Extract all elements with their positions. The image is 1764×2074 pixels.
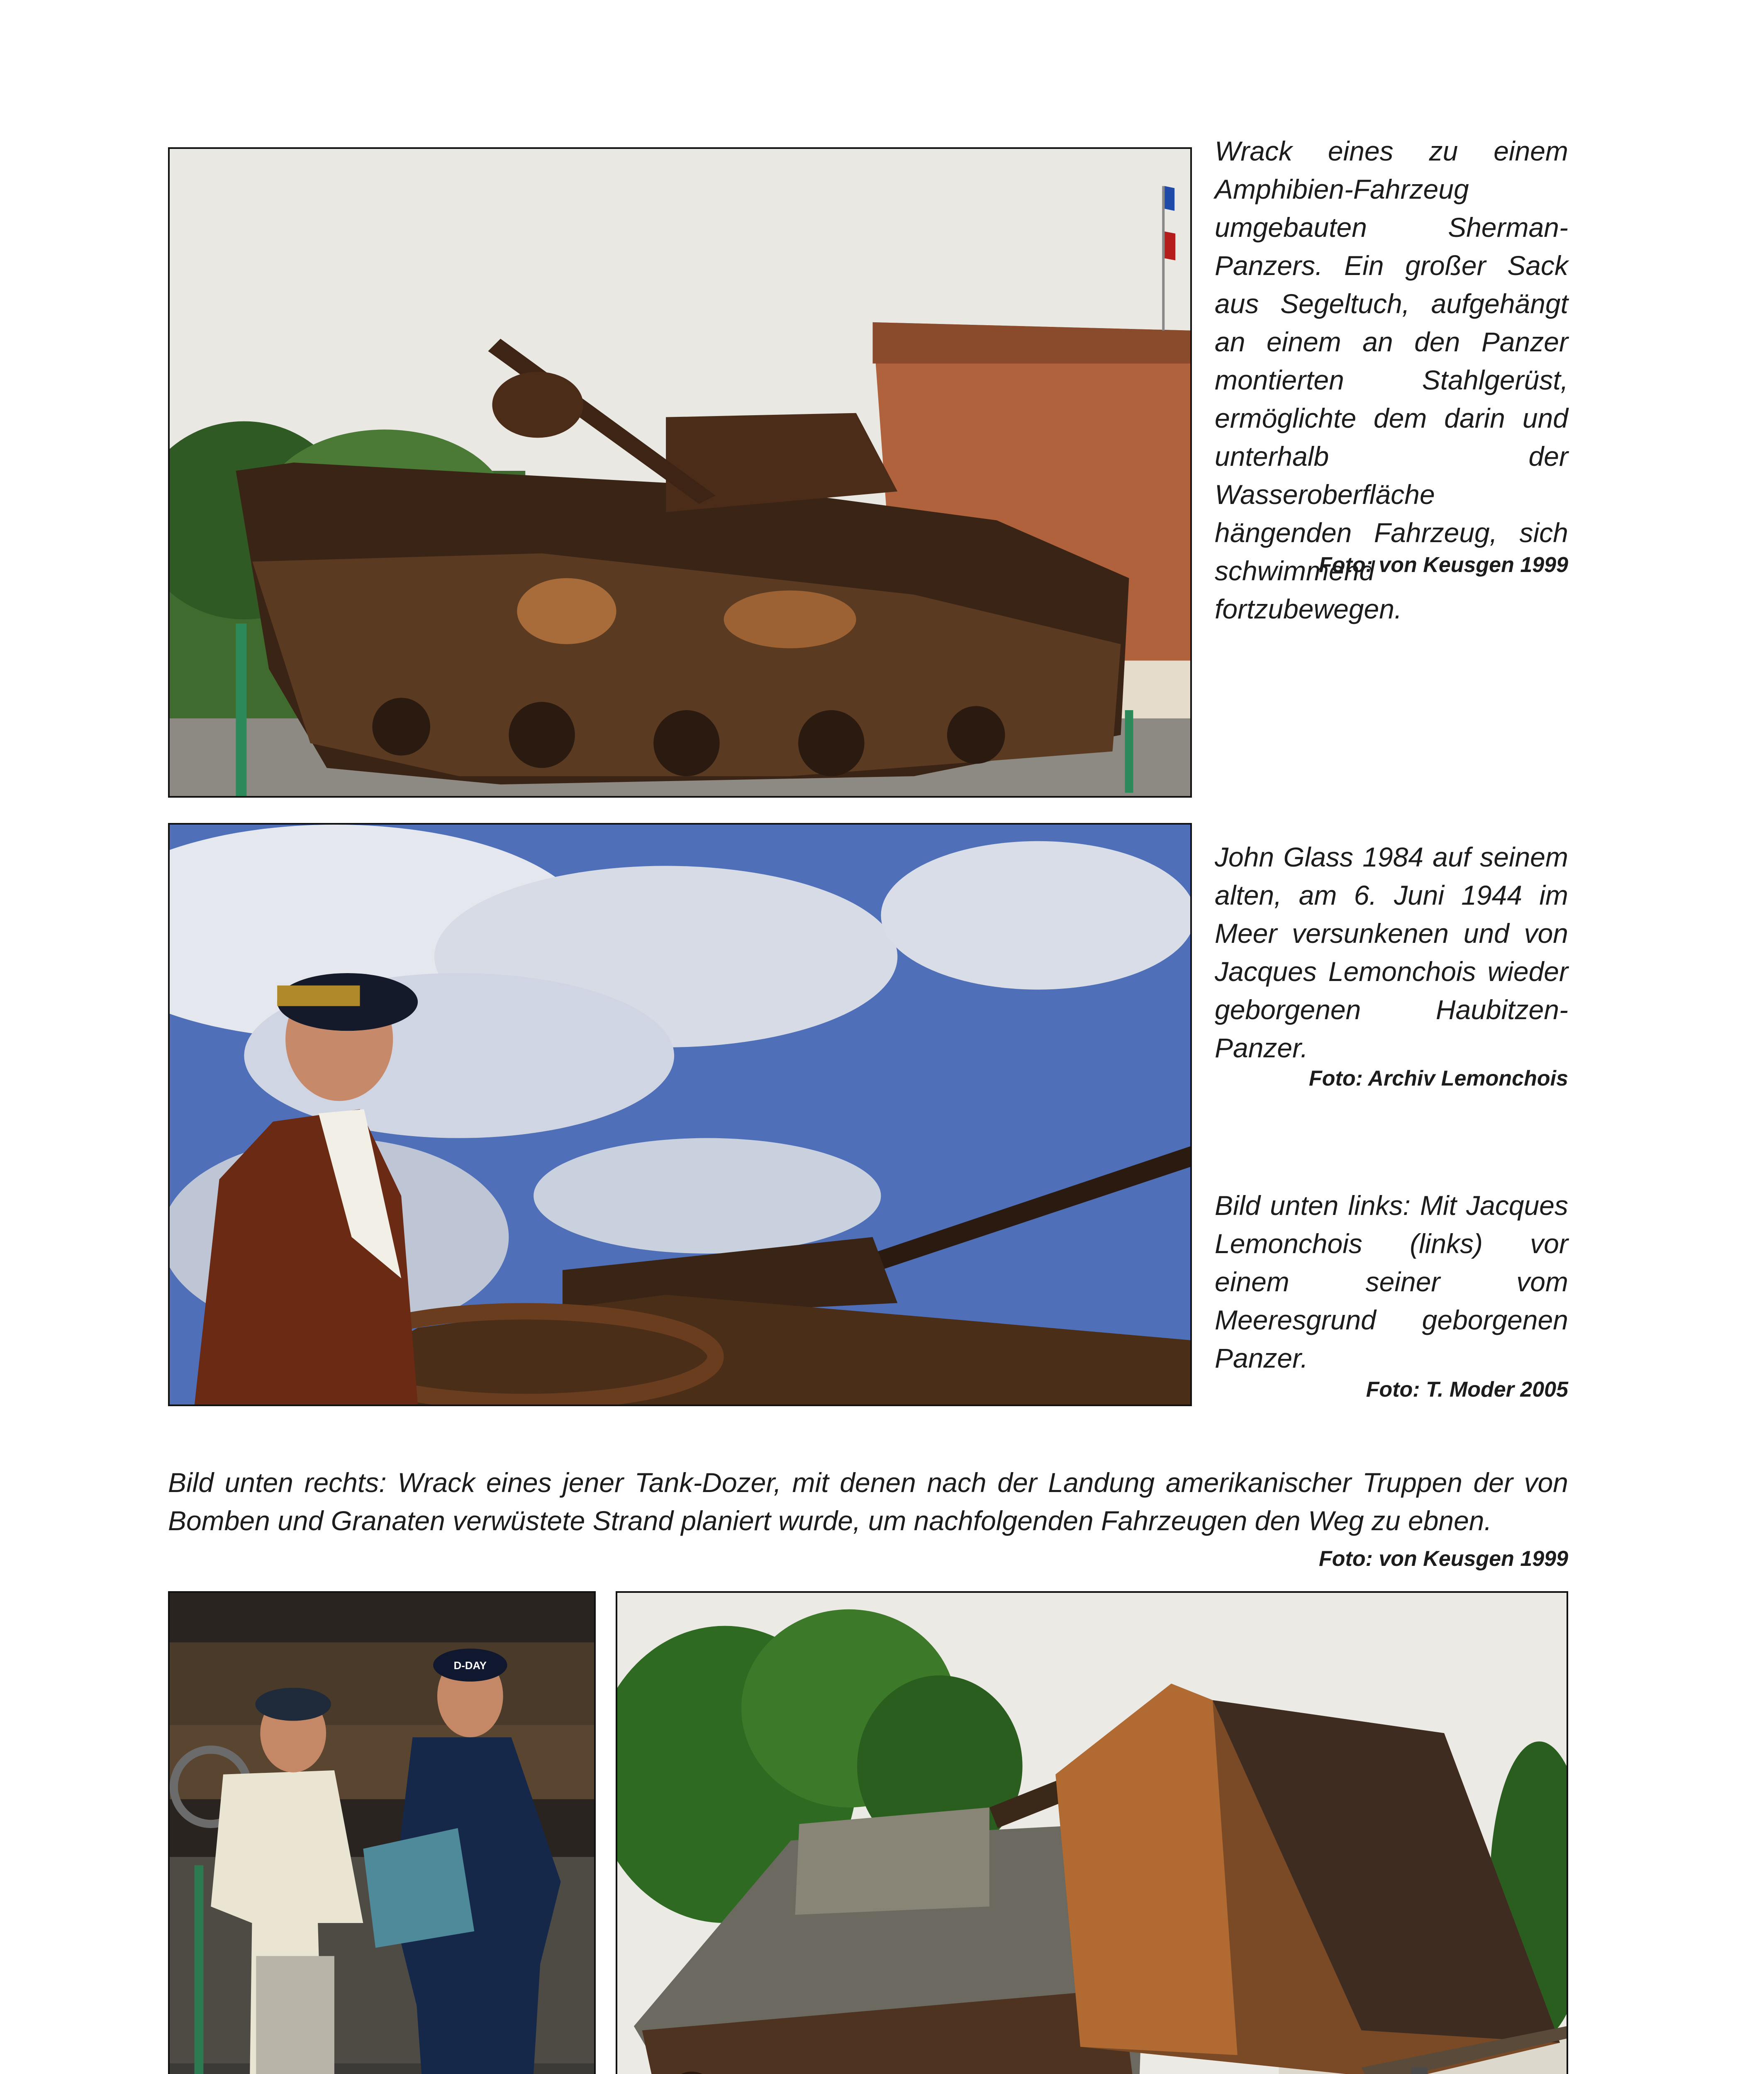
- caption-john-glass: John Glass 1984 auf seinem alten, am 6. Juni 1944 im Meer versunkenen und von Jacques Lemonchois wieder geborgenen Haubitzen-Panzer.: [1215, 842, 1568, 1063]
- photo-john-glass: [168, 823, 1192, 1406]
- caption-sherman-wreck: Wrack eines zu einem Amphibien-Fahrzeug umgebauten Sherman-Panzers. Ein großer Sack aus Segeltuch, aufgehängt an einem an den Panzer montierten Stahlgerüst, ermöglichte dem darin und unterhalb der Wasseroberfläche hängenden Fahrzeug, sich schwimmend fortzubewegen.: [1215, 136, 1568, 624]
- photo-tank-dozer: [616, 1591, 1568, 2074]
- photo-two-men: [168, 1591, 596, 2074]
- caption-lemonchois: Bild unten links: Mit Jacques Lemonchois (links) vor einem seiner vom Meeresgrund geborgenen Panzer.: [1215, 1190, 1568, 1373]
- credit-tank-dozer: Foto: von Keusgen 1999: [1319, 1547, 1568, 1571]
- credit-john-glass: Foto: Archiv Lemonchois: [1309, 1066, 1568, 1091]
- john-glass-image: [170, 825, 1190, 1405]
- cap-logo-text: D-DAY: [453, 1660, 487, 1672]
- credit-sherman-wreck: Foto: von Keusgen 1999: [1319, 553, 1568, 577]
- photo-sherman-wreck: [168, 147, 1192, 798]
- two-men-image: [170, 1593, 594, 2074]
- caption-tank-dozer: Bild unten rechts: Wrack eines jener Tank-Dozer, mit denen nach der Landung amerikanischer Truppen der von Bomben und Granaten verwüstete Strand planiert wurde, um nachfolgenden Fahrzeugen den Weg zu ebnen.: [168, 1467, 1568, 1536]
- tank-dozer-image: [617, 1593, 1567, 2074]
- sherman-wreck-image: [170, 149, 1190, 796]
- credit-lemonchois: Foto: T. Moder 2005: [1366, 1378, 1568, 1402]
